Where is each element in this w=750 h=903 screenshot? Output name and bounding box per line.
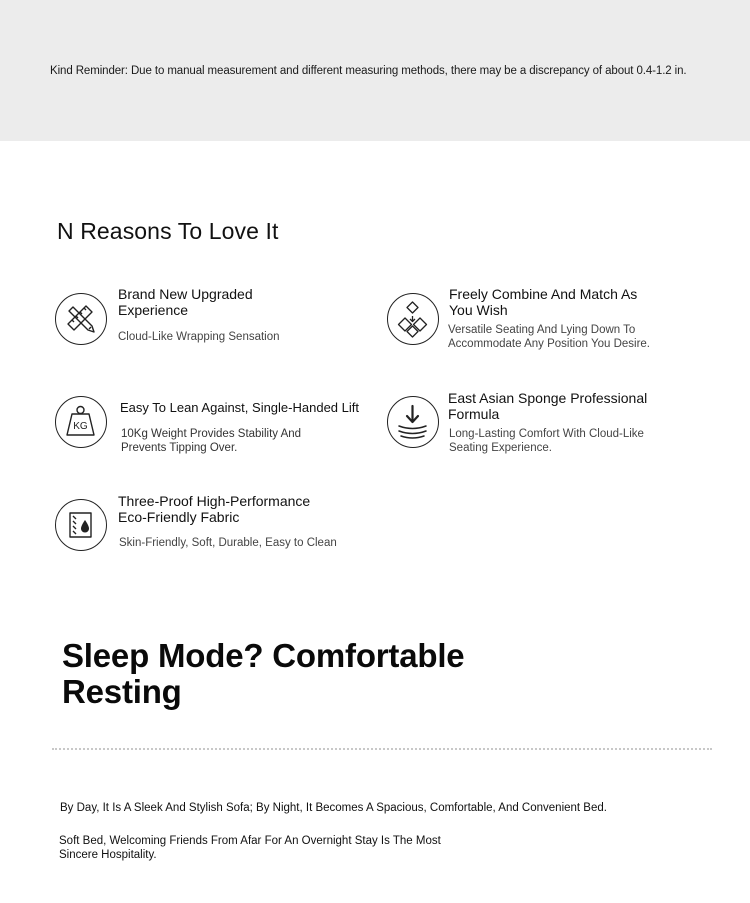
pencil-ruler-icon: [55, 293, 107, 345]
reminder-banner: [0, 0, 750, 141]
water-drop-fabric-icon: [55, 499, 107, 551]
svg-text:KG: KG: [73, 421, 88, 432]
feature-title: Freely Combine And Match As You Wish: [449, 286, 638, 318]
kg-weight-icon: [55, 396, 107, 448]
feature-title: East Asian Sponge Professional Formula: [448, 390, 648, 422]
sponge-press-icon: [387, 396, 439, 448]
feature-desc: Skin-Friendly, Soft, Durable, Easy to Clean: [119, 537, 337, 549]
feature-item: [55, 394, 375, 464]
feature-desc: Long-Lasting Comfort With Cloud-Like Seating Experience.: [449, 428, 644, 454]
combine-diamonds-icon: [387, 293, 439, 345]
feature-item: [55, 286, 355, 356]
feature-item: [55, 493, 375, 563]
divider: [52, 748, 712, 750]
sleep-description-2: Soft Bed, Welcoming Friends From Afar For An Overnight Stay Is The Most Sincere Hospitality.: [59, 835, 441, 861]
feature-desc: Cloud-Like Wrapping Sensation: [118, 331, 280, 343]
feature-item: [387, 286, 727, 356]
section-title: N Reasons To Love It: [57, 218, 279, 244]
feature-title: Brand New Upgraded Experience: [118, 286, 253, 318]
sleep-description-1: By Day, It Is A Sleek And Stylish Sofa; By Night, It Becomes A Spacious, Comfortable, And Convenient Bed.: [60, 802, 607, 814]
feature-title: Easy To Lean Against, Single-Handed Lift: [120, 400, 359, 415]
feature-title: Three-Proof High-Performance Eco-Friendly Fabric: [118, 493, 311, 525]
feature-desc: Versatile Seating And Lying Down To Accommodate Any Position You Desire.: [448, 324, 651, 350]
feature-item: [387, 390, 727, 460]
sleep-mode-title: Sleep Mode? Comfortable Resting: [62, 637, 465, 710]
feature-desc: 10Kg Weight Provides Stability And Prevents Tipping Over.: [121, 428, 302, 454]
reminder-text: Kind Reminder: Due to manual measurement and different measuring methods, there may be a discrepancy of about 0.4-1.2 in.: [50, 65, 687, 77]
